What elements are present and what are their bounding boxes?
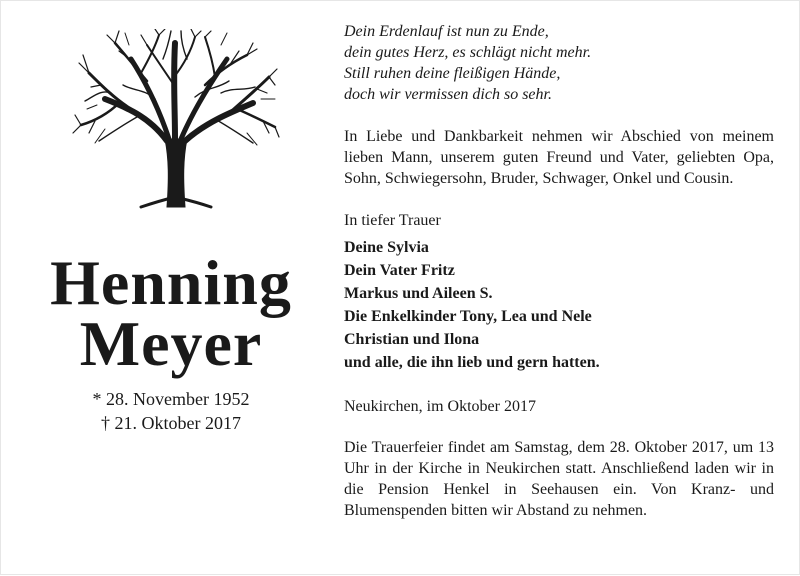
deceased-first-name: Henning xyxy=(50,247,292,318)
tree-icon xyxy=(71,29,281,209)
mourner: Die Enkelkinder Tony, Lea und Nele xyxy=(344,308,592,325)
poem-line: Still ruhen deine fleißigen Hände, xyxy=(344,65,561,82)
deceased-last-name: Meyer xyxy=(79,308,263,379)
poem-line: Dein Erdenlauf ist nun zu Ende, xyxy=(344,23,549,40)
mourning-heading: In tiefer Trauer xyxy=(344,212,441,229)
mourner: Markus und Aileen S. xyxy=(344,285,493,302)
farewell-text: In Liebe und Dankbarkeit nehmen wir Abschied von meinem lieben Mann, unserem guten Freund und Vater, geliebten Opa, Sohn, Schwiegersohn, Bruder, Schwager, Onkel und Cousin. xyxy=(344,128,774,187)
birth-date: * 28. November 1952 xyxy=(92,389,250,409)
mourner: Dein Vater Fritz xyxy=(344,262,455,279)
mourners-list xyxy=(344,236,774,374)
life-dates xyxy=(1,387,341,435)
mourner: Deine Sylvia xyxy=(344,239,429,256)
funeral-text: Die Trauerfeier findet am Samstag, dem 28. Oktober 2017, um 13 Uhr in der Kirche in Neukirchen statt. Anschließend laden wir in die Pension Henkel in Seehausen ein. Von Kranz- und Blumenspenden bitten wir Abstand zu nehmen. xyxy=(344,439,774,519)
mourner: und alle, die ihn lieb und gern hatten. xyxy=(344,354,600,371)
poem-line: doch wir vermissen dich so sehr. xyxy=(344,86,552,103)
death-date: † 21. Oktober 2017 xyxy=(101,413,241,433)
mourner: Christian und Ilona xyxy=(344,331,480,348)
right-column xyxy=(344,21,774,521)
place-date: Neukirchen, im Oktober 2017 xyxy=(344,398,536,415)
poem-line: dein gutes Herz, es schlägt nicht mehr. xyxy=(344,44,592,61)
poem xyxy=(344,21,774,105)
left-column xyxy=(1,1,336,576)
